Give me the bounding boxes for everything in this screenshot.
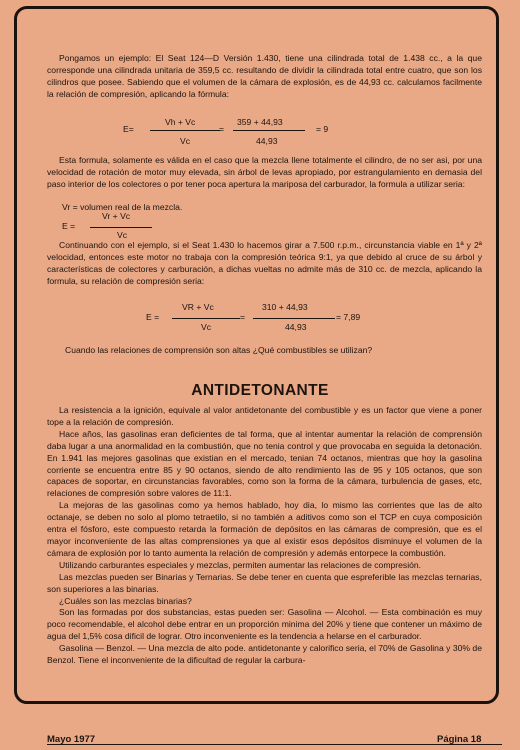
paragraph-gasoline-alcohol: Son las formadas por dos substancias, estas pueden ser: Gasolina — Alcohol. — Esta combinación es muy poco recomendable, el alcohol debe entrar en un proporción minima del 20% y tiene que contener un máximo de agua del 1,5% cosa dificil de lograr. Otro inconveniente es la tendencia a helarse en el carburador. <box>47 607 482 642</box>
question-fuels: Cuando las relaciones de comprensión son altas ¿Qué combustibles se utilizan? <box>65 345 373 355</box>
eq3-fraction-bar-1 <box>172 318 240 319</box>
paragraph-mixtures: Las mezclas pueden ser Binarias y Ternarias. Se debe tener en cuenta que espreferible las mezclas ternarias, son superiores a las binarias. <box>47 571 482 594</box>
eq1-equals: = <box>219 124 225 134</box>
eq3-fraction-bar-2 <box>253 318 335 319</box>
eq1-denominator-formula: Vc <box>180 136 191 146</box>
section-body <box>47 405 482 667</box>
eq2-lhs: E = <box>62 221 76 231</box>
section-heading: ANTIDETONANTE <box>191 382 329 399</box>
eq3-denominator-formula: Vc <box>201 322 212 332</box>
eq3-equals: = <box>240 312 246 322</box>
vr-definition: Vr = volumen real de la mezcla. <box>62 202 183 212</box>
eq1-numerator-formula: Vh + Vc <box>165 117 196 127</box>
eq3-numerator-formula: VR + Vc <box>182 302 214 312</box>
eq3-denominator-values: 44,93 <box>285 322 307 332</box>
paragraph-gasoline-benzol: Gasolina — Benzol. — Una mezcla de alto pode. antidetonante y calorifico seria, el 70% de Gasolina y 30% de Benzol. Tiene el inconveniente de la dificultad de regular la carbura- <box>47 643 482 666</box>
eq3-result: = 7,89 <box>336 312 361 322</box>
validity-paragraph: Esta formula, solamente es válida en el caso que la mezcla llene totalmente el cilindro, de no ser asi, por una velocidad de rotación de motor muy elevada, sin árbol de levas apropiado, por estrangulamiento en demasia del paso interior de los colectores o por tener poca apertura la mariposa del carburador, la formula a utilizar seria: <box>47 155 482 189</box>
question-binary: ¿Cuáles son las mezclas binarias? <box>59 595 192 606</box>
eq2-denominator: Vc <box>117 230 128 240</box>
eq1-lhs: E= <box>123 124 134 134</box>
eq2-numerator: Vr + Vc <box>102 211 131 221</box>
eq1-fraction-bar-1 <box>150 130 220 131</box>
eq1-result: = 9 <box>316 124 329 134</box>
footer-rule <box>47 744 502 745</box>
eq2-fraction-bar <box>90 227 152 228</box>
paragraph-improvements: La mejoras de las gasolinas como ya hemos hablado, hoy dia, lo mismo las corrientes que las de alto octanaje, se deben no solo al plomo tetraetilo, si no también a aditivos como son el TCP en cuya composición entra el fósforo, este compuesto retarda la formación de depósitos en las cámaras de compresión, que es el mayor inconveniente de las altas comprensiones ya que al existir esos depósitos disminuye el volumen de la cámara de explosión por lo tanto aumenta la relación de compresión y además entorpece la combustión. <box>47 500 482 558</box>
paragraph-history: Hace años, las gasolinas eran deficientes de tal forma, que al intentar aumentar la relación de comprensión daba lugar a una anormalidad en la combustión, que no tenia control y que provocaba en seguida la detonación. En 1.941 las mejores gasolinas que existian en el mercado, tenian 74 octanos, mientras que hoy la gasolina corriente se encuentra entre 85 y 90 octanos, siendo de alto rendimiento las de 95 y 105 octanos, que son capaces de soportar, en circunstancias favorables, como son la forma de la cámara, turbulencia de gases, etc, relaciones de compresión sobre valores de 11:1. <box>47 428 482 499</box>
footer-page-number: Página 18 <box>437 734 482 745</box>
eq3-numerator-values: 310 + 44,93 <box>262 302 308 312</box>
example-paragraph: Continuando con el ejemplo, si el Seat 1.430 lo hacemos girar a 7.500 r.p.m., circunstancia viable en 1ª y 2ª velocidad, entonces este motor no trabaja con la compresión teórica 9:1, ya que debido al cruce de su árbol y características de colectores y carburación, a dichas vueltas no admite más de 310 cc. de mezcla, aplicando la formula, su relación de compresión seria: <box>47 240 482 286</box>
eq1-denominator-values: 44,93 <box>256 136 278 146</box>
paragraph-special-fuels: Utilizando carburantes especiales y mezclas, permiten aumentar las relaciones de compresión. <box>59 559 422 570</box>
eq1-numerator-values: 359 + 44,93 <box>237 117 283 127</box>
intro-paragraph: Pongamos un ejemplo: El Seat 124—D Versión 1.430, tiene una cilindrada total de 1.438 cc., a la que corresponde una cilindrada unitaria de 359,5 cc. resultando de dividir la cilindrada total entre cuatro, que son los cilindros que posee. Sabiendo que el volumen de la cámara de explosión, es de 44,93 cc. calculamos facilmente la relación de compresión, aplicando la fórmula: <box>47 53 482 99</box>
eq3-lhs: E = <box>146 312 160 322</box>
footer-date: Mayo 1977 <box>47 734 96 745</box>
eq1-fraction-bar-2 <box>233 130 305 131</box>
paragraph-ignition: La resistencia a la ignición, equivale al valor antidetonante del combustible y es un factor que viene a poner tope a la relación de compresión. <box>47 405 482 427</box>
